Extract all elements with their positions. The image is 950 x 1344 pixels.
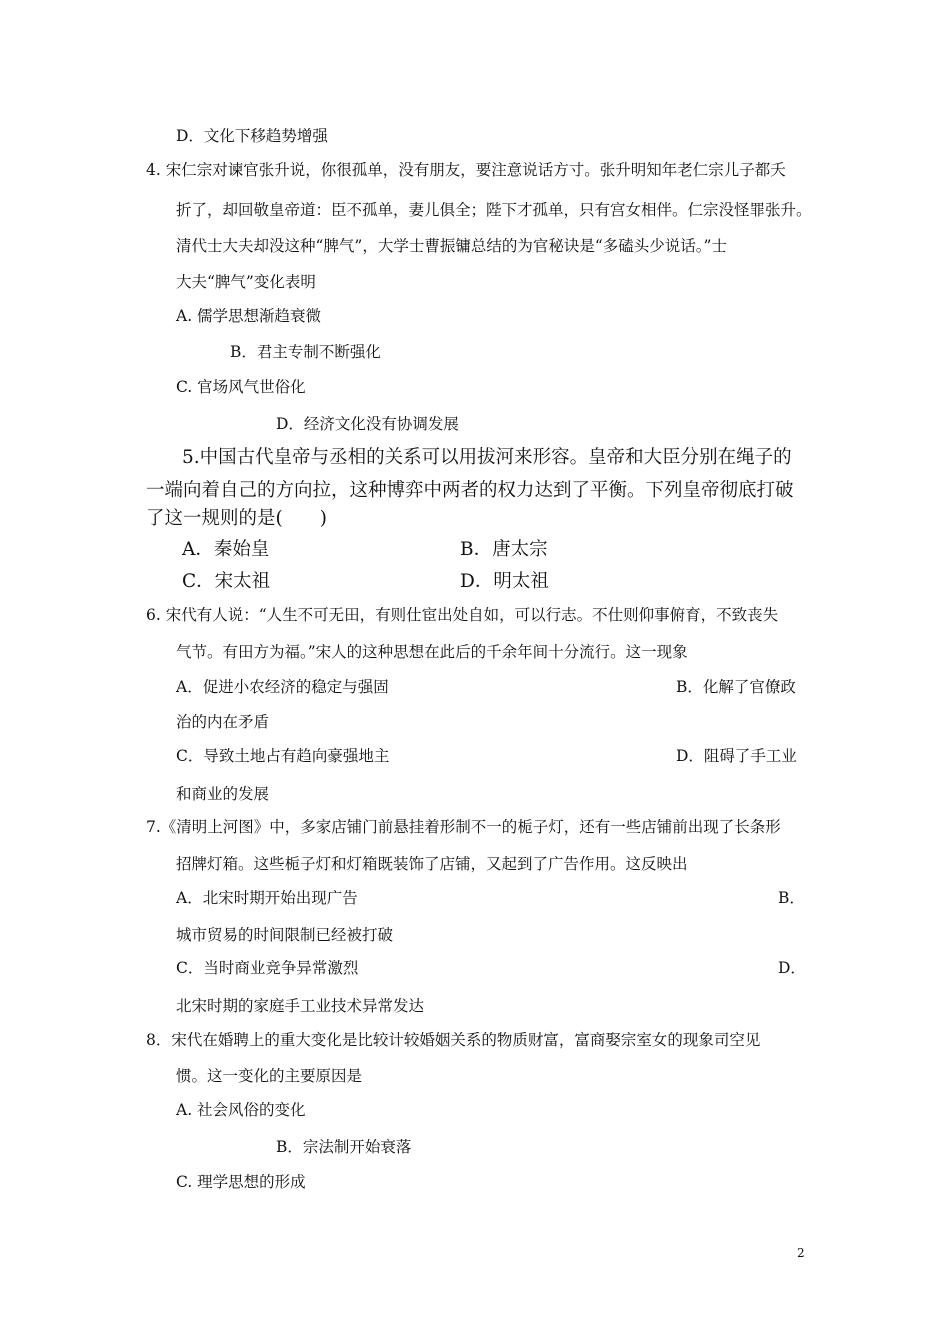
q5-line-3: 了这一规则的是( )	[146, 508, 327, 529]
q8-option-b: B．宗法制开始衰落	[276, 1138, 412, 1156]
q4-line-3: 清代士大夫却没这种“脾气”，大学士曹振镛总结的为官秘诀是“多磕头少说话。”士	[176, 237, 727, 255]
q5-line-2: 一端向着自己的方向拉，这种博弈中两者的权力达到了平衡。下列皇帝彻底打破	[146, 480, 794, 501]
q7-option-b: B．	[778, 889, 805, 907]
q4-option-d: D．经济文化没有协调发展	[276, 415, 459, 433]
q6-option-c: C．导致土地占有趋向豪强地主	[176, 747, 390, 765]
q4-option-c: C. 官场风气世俗化	[176, 378, 306, 396]
q7-option-d-cont: 北宋时期的家庭手工业技术异常发达	[176, 997, 425, 1015]
page-number: 2	[797, 1246, 805, 1260]
q8-option-c: C. 理学思想的形成	[176, 1173, 306, 1191]
q8-option-a: A. 社会风俗的变化	[176, 1101, 306, 1119]
q5-option-d: D．明太祖	[460, 571, 549, 592]
q5-option-b: B．唐太宗	[460, 539, 548, 560]
q7-option-b-cont: 城市贸易的时间限制已经被打破	[176, 926, 394, 944]
q6-option-d-cont: 和商业的发展	[176, 785, 270, 803]
q7-line-2: 招牌灯箱。这些栀子灯和灯箱既装饰了店铺，又起到了广告作用。这反映出	[176, 855, 688, 873]
q6-line-1: 6. 宋代有人说：“人生不可无田，有则仕宦出处自如，可以行志。不仕则仰事俯育，不致丧失	[146, 606, 779, 624]
q6-option-a: A．促进小农经济的稳定与强固	[176, 678, 389, 696]
q5-line-1: 5.中国古代皇帝与丞相的关系可以用拔河来形容。皇帝和大臣分别在绳子的	[182, 447, 792, 468]
q4-line-2: 折了，却回敬皇帝道：臣不孤单，妻儿俱全；陛下才孤单，只有宫女相伴。仁宗没怪罪张升。	[176, 201, 812, 219]
q6-option-b-cont: 治的内在矛盾	[176, 713, 270, 731]
q7-line-1: 7.《清明上河图》中，多家店铺门前悬挂着形制不一的栀子灯，还有一些店铺前出现了长条形	[146, 818, 781, 836]
q7-option-a: A．北宋时期开始出现广告	[176, 889, 358, 907]
q5-option-c: C．宋太祖	[182, 571, 271, 592]
q6-option-b: B．化解了官僚政	[676, 678, 796, 696]
q3-option-d: D．文化下移趋势增强	[176, 127, 328, 145]
q4-line-1: 4. 宋仁宗对谏官张升说，你很孤单，没有朋友，要注意说话方寸。张升明知年老仁宗儿子都夭	[146, 161, 786, 179]
q6-option-d: D．阻碍了手工业	[676, 747, 797, 765]
q7-option-c: C．当时商业竞争异常激烈	[176, 959, 359, 977]
q7-option-d: D．	[778, 959, 806, 977]
q8-line-2: 惯。这一变化的主要原因是	[176, 1067, 363, 1085]
q5-option-a: A．秦始皇	[182, 539, 270, 560]
q4-option-b: B．君主专制不断强化	[230, 343, 381, 361]
q8-line-1: 8．宋代在婚聘上的重大变化是比较计较婚姻关系的物质财富，富商娶宗室女的现象司空见	[146, 1031, 761, 1049]
q4-option-a: A. 儒学思想渐趋衰微	[176, 307, 322, 325]
q4-line-4: 大夫“脾气”变化表明	[176, 273, 316, 291]
q6-line-2: 气节。有田方为福。”宋人的这种思想在此后的千余年间十分流行。这一现象	[176, 643, 688, 661]
